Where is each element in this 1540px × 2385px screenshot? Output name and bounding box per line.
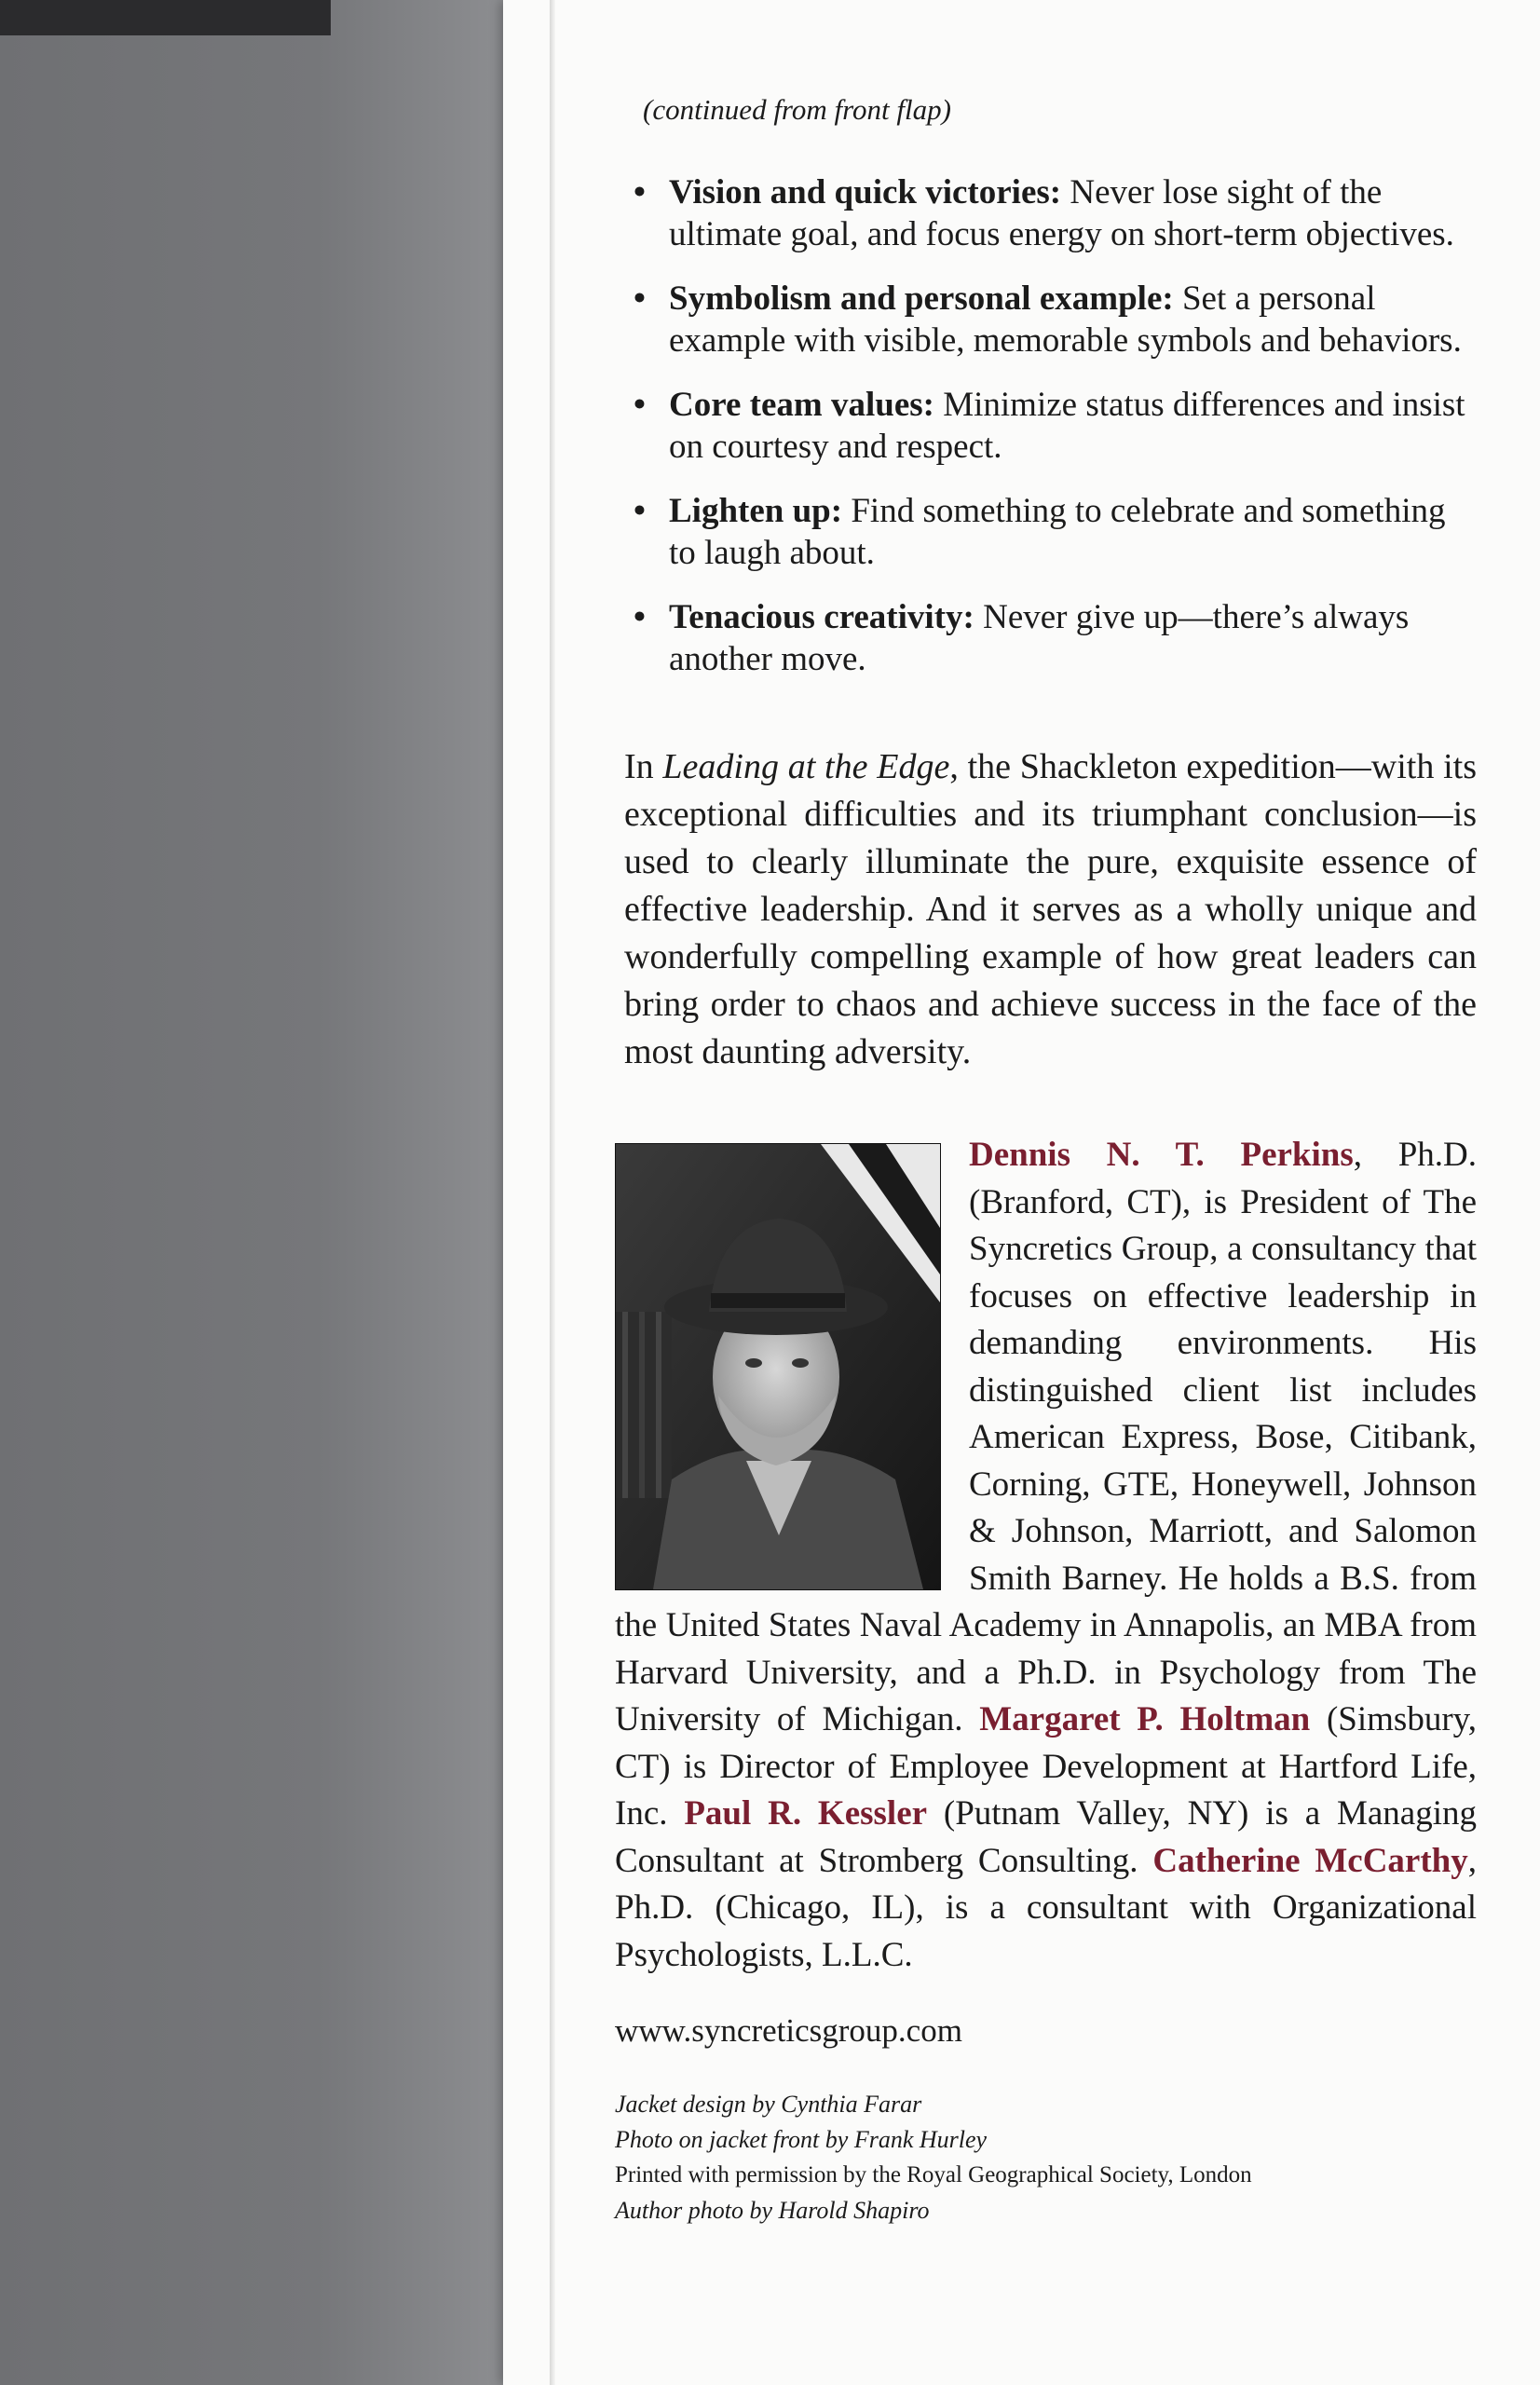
bio-text-holtman: (Simsbury, CT) is Director of Employee Development at Hartford Life, Inc. <box>615 1700 1477 1833</box>
website-url: www.syncreticsgroup.com <box>615 2012 962 2049</box>
bio-text-mccarthy: , Ph.D. (Chicago, IL), is a consultant with Organizational Psychologists, L.L.C. <box>615 1841 1477 1974</box>
continued-note: (continued from front flap) <box>643 93 951 126</box>
credit-permission: Printed with permission by the Royal Geographical Society, London <box>615 2162 1252 2187</box>
author-name-holtman: Margaret P. Holtman <box>979 1700 1311 1738</box>
bullet-icon: • <box>634 279 646 318</box>
bullet-text: Find something to celebrate and something to laugh about. <box>669 492 1446 572</box>
bullet-icon: • <box>634 598 646 636</box>
book-summary <box>624 743 1477 1076</box>
author-name-perkins: Dennis N. T. Perkins <box>969 1136 1354 1174</box>
list-item <box>634 278 1470 361</box>
author-photo <box>615 1143 941 1590</box>
credit-jacket-photo: Photo on jacket front by Frank Hurley <box>615 2126 988 2153</box>
author-name-kessler: Paul R. Kessler <box>684 1794 928 1833</box>
bio-text-kessler: (Putnam Valley, NY) is a Managing Consultant at Stromberg Consulting. <box>615 1794 1477 1880</box>
bullet-title: Symbolism and personal example: <box>669 279 1174 318</box>
flap-content <box>615 93 1481 2228</box>
bullet-text: Minimize status differences and insist on courtesy and respect. <box>669 386 1465 466</box>
list-item <box>634 171 1470 255</box>
bullet-text: Never lose sight of the ultimate goal, and focus energy on short-term objectives. <box>669 173 1454 253</box>
bullet-icon: • <box>634 386 646 424</box>
list-item <box>634 384 1470 468</box>
summary-pre: In <box>624 747 663 786</box>
summary-body: , the Shackleton expedition—with its exceptional difficulties and its triumphant conclusion—is used to clearly illuminate the pure, exquisite essence of effective leadership. And it serves as a wholly unique and wonderfully compelling example of how great leaders can bring order to chaos and achieve success in the face of the most daunting adversity. <box>624 747 1478 1071</box>
flap-fold-line <box>550 0 555 2385</box>
bullet-text: Never give up—there’s always another move. <box>669 598 1410 678</box>
scanner-background <box>0 0 578 2385</box>
bullet-text: Set a personal example with visible, memorable symbols and behaviors. <box>669 279 1462 360</box>
bullet-title: Core team values: <box>669 386 934 424</box>
bullet-title: Vision and quick victories: <box>669 173 1062 211</box>
bullet-icon: • <box>634 492 646 530</box>
author-bio-section <box>615 1132 1477 1979</box>
credits <box>615 2087 1481 2228</box>
credit-jacket-design: Jacket design by Cynthia Farar <box>615 2091 922 2118</box>
bullet-title: Tenacious creativity: <box>669 598 974 636</box>
scanner-top-strip <box>0 0 331 35</box>
principles-list <box>615 171 1481 680</box>
bullet-title: Lighten up: <box>669 492 843 530</box>
list-item <box>634 490 1470 574</box>
book-title: Leading at the Edge <box>662 747 950 786</box>
bullet-icon: • <box>634 173 646 211</box>
author-name-mccarthy: Catherine McCarthy <box>1152 1841 1468 1880</box>
credit-author-photo: Author photo by Harold Shapiro <box>615 2197 930 2224</box>
author-portrait-image <box>616 1144 940 1589</box>
bio-text-perkins: , Ph.D. (Branford, CT), is President of The Syncretics Group, a consultancy that focuses on effective leadership in demanding environments. His distinguished client list includes American Express, Bose, Citibank, Corning, GTE, Honeywell, Johnson & Johnson, Marriott, and Salomon Smith Barney. He holds a B.S. from the United States Naval Academy in Annapolis, an MBA from Harvard University, and a Ph.D. in Psychology from The University of Michigan. <box>615 1136 1477 1738</box>
list-item <box>634 596 1470 680</box>
